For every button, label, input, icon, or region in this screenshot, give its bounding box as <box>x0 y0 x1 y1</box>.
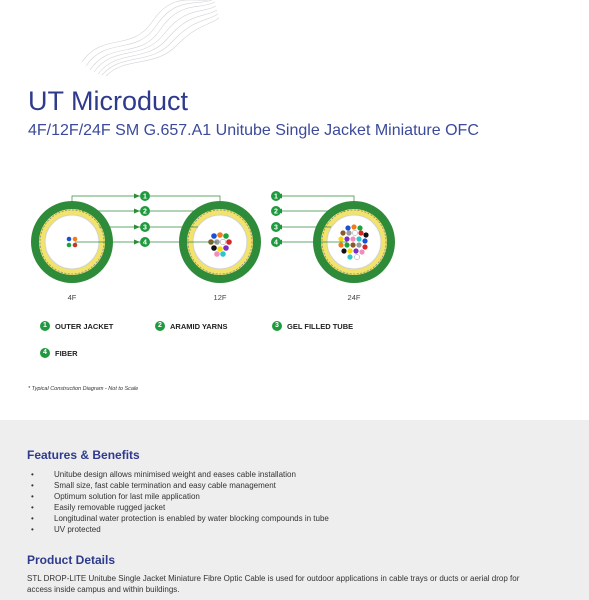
product-details-heading: Product Details <box>27 553 116 567</box>
legend-item-aramid-yarns <box>155 321 228 331</box>
svg-text:4: 4 <box>143 239 147 247</box>
svg-text:1: 1 <box>274 193 278 201</box>
legend-number-badge: 1 <box>40 321 50 331</box>
svg-text:4: 4 <box>274 239 278 247</box>
list-item: • Longitudinal water protection is enabled by water blocking compounds in tube <box>27 513 329 524</box>
callout-badge-1-left <box>140 191 150 201</box>
product-details-text: STL DROP-LITE Unitube Single Jacket Miniature Fibre Optic Cable is used for outdoor applications in cable trays or ducts or aerial drop for access inside campus and within buildings. <box>27 574 520 594</box>
callout-badge-3-left <box>140 222 150 232</box>
svg-text:3: 3 <box>143 224 147 232</box>
decorative-wave-graphic <box>80 0 220 78</box>
list-item: • Optimum solution for last mile application <box>27 491 329 502</box>
callout-badge-4-left <box>140 237 150 247</box>
cable-label-24f: 24F <box>347 293 361 302</box>
callout-badge-4-right <box>271 237 281 247</box>
diagram-scale-note: * Typical Construction Diagram - Not to Scale <box>28 386 139 392</box>
callout-badge-1-right <box>271 191 281 201</box>
list-item: • Small size, fast cable termination and easy cable management <box>27 480 329 491</box>
page-title: UT Microduct <box>28 86 189 116</box>
list-item: • Unitube design allows minimised weight and eases cable installation <box>27 469 329 480</box>
features-list <box>27 469 329 535</box>
svg-text:1: 1 <box>143 193 147 201</box>
callout-badge-2-left <box>140 206 150 216</box>
legend-number-badge: 2 <box>155 321 165 331</box>
legend-label: OUTER JACKET <box>55 321 114 331</box>
features-heading: Features & Benefits <box>27 448 140 462</box>
legend-label: FIBER <box>55 348 78 358</box>
legend-item-outer-jacket <box>40 321 113 331</box>
legend-item-fiber <box>40 348 78 358</box>
legend-item-gel-filled-tube <box>272 321 353 331</box>
svg-text:2: 2 <box>274 208 278 216</box>
cable-label-12f: 12F <box>213 293 227 302</box>
cable-construction-diagram <box>0 180 589 310</box>
list-item: • Easily removable rugged jacket <box>27 502 329 513</box>
svg-text:2: 2 <box>143 208 147 216</box>
svg-text:3: 3 <box>274 224 278 232</box>
callout-badge-3-right <box>271 222 281 232</box>
cable-label-4f: 4F <box>67 293 77 302</box>
callout-badge-2-right <box>271 206 281 216</box>
legend-label: ARAMID YARNS <box>170 321 228 331</box>
legend-number-badge: 4 <box>40 348 50 358</box>
list-item: • UV protected <box>27 524 329 535</box>
legend-number-badge: 3 <box>272 321 282 331</box>
legend-label: GEL FILLED TUBE <box>287 321 354 331</box>
page-subtitle: 4F/12F/24F SM G.657.A1 Unitube Single Jacket Miniature OFC <box>28 122 479 139</box>
